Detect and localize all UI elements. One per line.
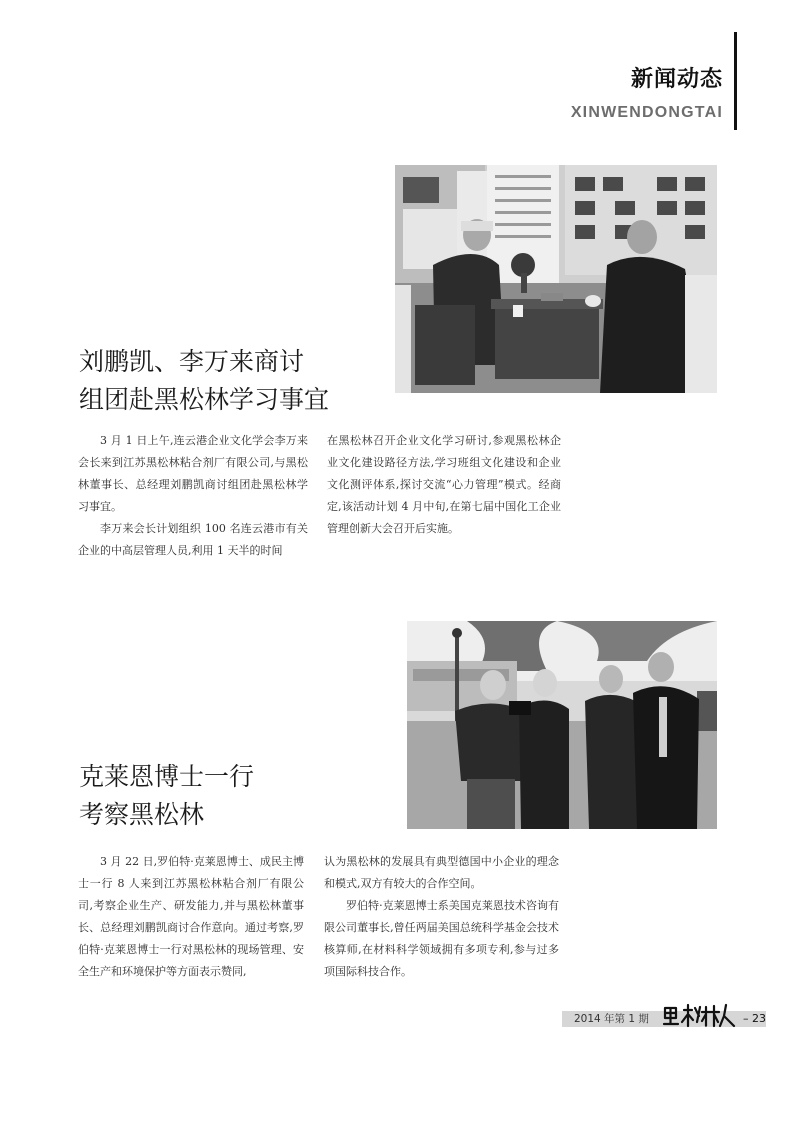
article2-headline-line1: 克莱恩博士一行 xyxy=(79,762,255,791)
article1-headline xyxy=(79,343,329,419)
section-title: 新闻动态 xyxy=(630,67,723,92)
article2-column-right xyxy=(324,851,559,983)
article1-column-left xyxy=(78,430,308,562)
article1-photo xyxy=(395,165,717,393)
article2-headline-line2: 考察黑松林 xyxy=(79,800,205,829)
section-subtitle: XINWENDONGTAI xyxy=(570,104,723,121)
article2-column-left xyxy=(78,851,304,983)
magazine-logo-text: 黑松林人 xyxy=(701,1027,710,1029)
article2-paragraph-1: 3 月 22 日,罗伯特·克莱恩博士、成民主博士一行 8 人来到江苏黑松林粘合剂厂有限公司,考察企业生产、研发能力,并与黑松林董事长、总经理刘鹏凯商讨合作意向。通过考察,罗伯特·克莱恩博士一行对黑松林的现场管理、安全生产和环境保护等方面表示赞同, xyxy=(78,855,304,978)
article1-headline-line2: 组团赴黑松林学习事宜 xyxy=(79,385,330,414)
magazine-logo xyxy=(662,1002,740,1030)
article1-paragraph-2: 李万来会长计划组织 100 名连云港市有关企业的中高层管理人员,利用 1 天半的时间 xyxy=(78,522,308,557)
issue-label: 2014 年第 1 期 xyxy=(574,1013,649,1025)
article2-headline xyxy=(79,758,254,834)
article2-photo xyxy=(407,621,717,829)
group-photo-image xyxy=(407,621,717,829)
article2-paragraph-2: 罗伯特·克莱恩博士系美国克莱恩技术咨询有限公司董事长,曾任两届美国总统科学基金会技术核算师,在材料科学领域拥有多项专利,参与过多项国际科技合作。 xyxy=(324,899,559,978)
article2-paragraph-1-continued: 认为黑松林的发展具有典型德国中小企业的理念和模式,双方有较大的合作空间。 xyxy=(324,855,559,890)
header-divider xyxy=(734,32,737,130)
meeting-photo-image xyxy=(395,165,717,393)
article1-column-right xyxy=(327,430,561,540)
article1-paragraph-2-continued: 在黑松林召开企业文化学习研讨,参观黑松林企业文化建设路径方法,学习班组文化建设和企业文化测评体系,探讨交流“心力管理”模式。经商定,该活动计划 4 月中旬,在第七届中国化工企业管理创新大会召开后实施。 xyxy=(327,434,561,535)
article1-headline-line1: 刘鹏凯、李万来商讨 xyxy=(79,347,305,376)
article1-paragraph-1: 3 月 1 日上午,连云港企业文化学会李万来会长来到江苏黑松林粘合剂厂有限公司,与黑松林董事长、总经理刘鹏凯商讨组团赴黑松林学习事宜。 xyxy=(78,434,308,513)
page-number: – 23 xyxy=(743,1012,766,1025)
